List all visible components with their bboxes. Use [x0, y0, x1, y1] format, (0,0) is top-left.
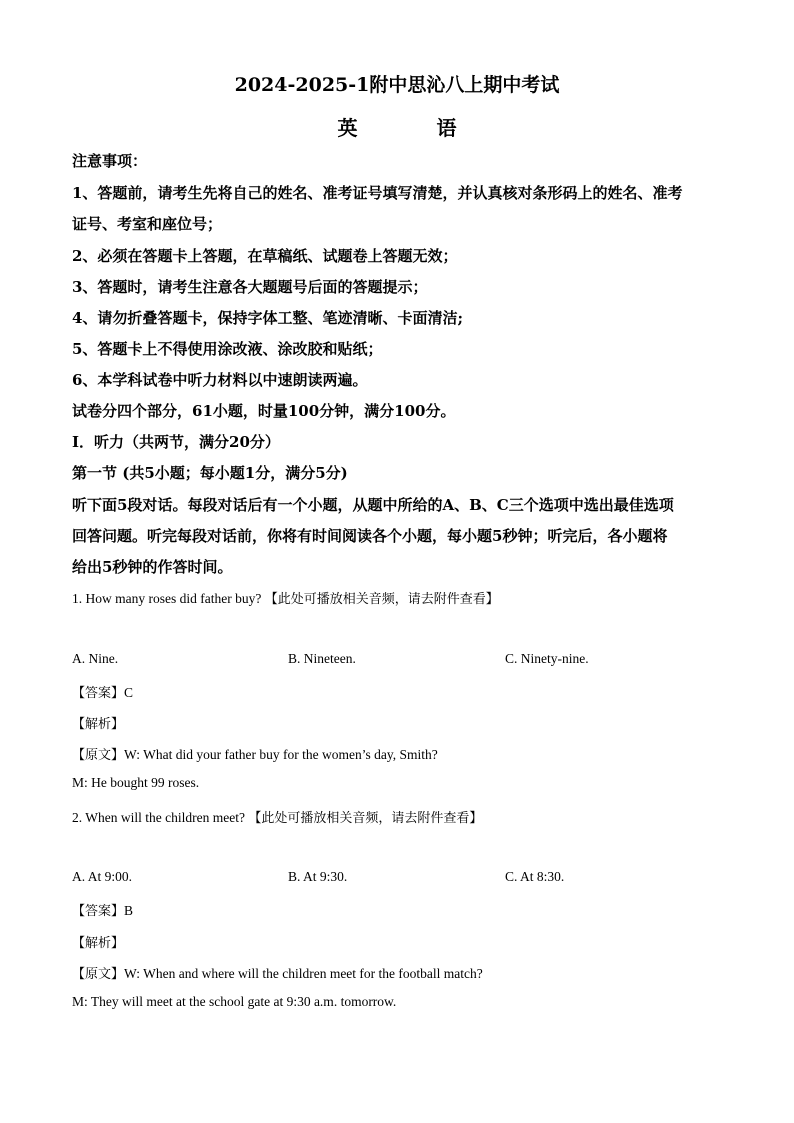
option-a: A. At 9:00. [72, 869, 133, 884]
answer-line [72, 900, 133, 919]
option-b: B. At 9:30. [288, 869, 348, 884]
answer-value: C [124, 685, 134, 700]
option-b: B. Nineteen. [288, 651, 356, 666]
subject-title: 英 语 [337, 116, 493, 140]
section-heading: I．听力（共两节，满分20分） [72, 433, 280, 451]
transcript-line [72, 963, 483, 982]
option-a: A. Nine. [72, 651, 119, 666]
answer-label: 【答案】 [72, 686, 125, 701]
transcript-text: W: When and where will the children meet for the football match? [124, 966, 483, 981]
notice-line: 6、本学科试卷中听力材料以中速朗读两遍。 [72, 371, 368, 389]
notice-line: 2、必须在答题卡上答题，在草稿纸、试题卷上答题无效； [72, 247, 458, 265]
option-c: C. Ninety-nine. [505, 651, 589, 666]
instruction-line: 听下面5段对话。每段对话后有一个小题，从题中所给的A、B、C三个选项中选出最佳选项 [72, 496, 674, 514]
question-stem-text: 2. When will the children meet? [72, 810, 245, 825]
answer-value: B [124, 903, 134, 918]
notice-line: 4、请勿折叠答题卡，保持字体工整、笔迹清晰、卡面清洁; [72, 309, 463, 327]
transcript-text: W: What did your father buy for the women’s day, Smith? [124, 747, 438, 762]
transcript-line [72, 744, 438, 763]
transcript-line: M: They will meet at the school gate at 9:30 a.m. tomorrow. [72, 994, 397, 1009]
notice-line: 证号、考室和座位号； [72, 215, 223, 233]
audio-note[interactable]: 【此处可播放相关音频，请去附件查看】 [264, 592, 499, 607]
audio-note[interactable]: 【此处可播放相关音频，请去附件查看】 [248, 811, 483, 826]
transcript-label: 【原文】 [72, 748, 125, 763]
notice-line: 5、答题卡上不得使用涂改液、涂改胶和贴纸； [72, 340, 383, 358]
notice-line: 3、答题时，请考生注意各大题题号后面的答题提示； [72, 278, 428, 296]
analysis-label: 【解析】 [72, 717, 125, 732]
analysis-label: 【解析】 [72, 936, 125, 951]
question-1-stem [72, 588, 499, 607]
instruction-line: 回答问题。听完每段对话前，你将有时间阅读各个小题，每小题5秒钟；听完后，各小题将 [72, 527, 668, 545]
exam-title: 2024-2025-1附中思沁八上期中考试 [234, 74, 560, 96]
transcript-label: 【原文】 [72, 967, 125, 982]
exam-summary: 试卷分四个部分，61小题，时量100分钟，满分100分。 [72, 402, 456, 420]
instruction-line: 给出5秒钟的作答时间。 [72, 558, 233, 576]
question-stem-text: 1. How many roses did father buy? [72, 591, 262, 606]
notice-line: 1、答题前，请考生先将自己的姓名、准考证号填写清楚，并认真核对条形码上的姓名、准考 [72, 184, 683, 202]
option-c: C. At 8:30. [505, 869, 565, 884]
notice-heading: 注意事项： [72, 152, 148, 170]
answer-line [72, 682, 133, 701]
answer-label: 【答案】 [72, 904, 125, 919]
transcript-line: M: He bought 99 roses. [72, 775, 200, 790]
question-2-stem [72, 807, 482, 826]
subsection-heading: 第一节 (共5小题；每小题1分，满分5分) [72, 464, 348, 482]
